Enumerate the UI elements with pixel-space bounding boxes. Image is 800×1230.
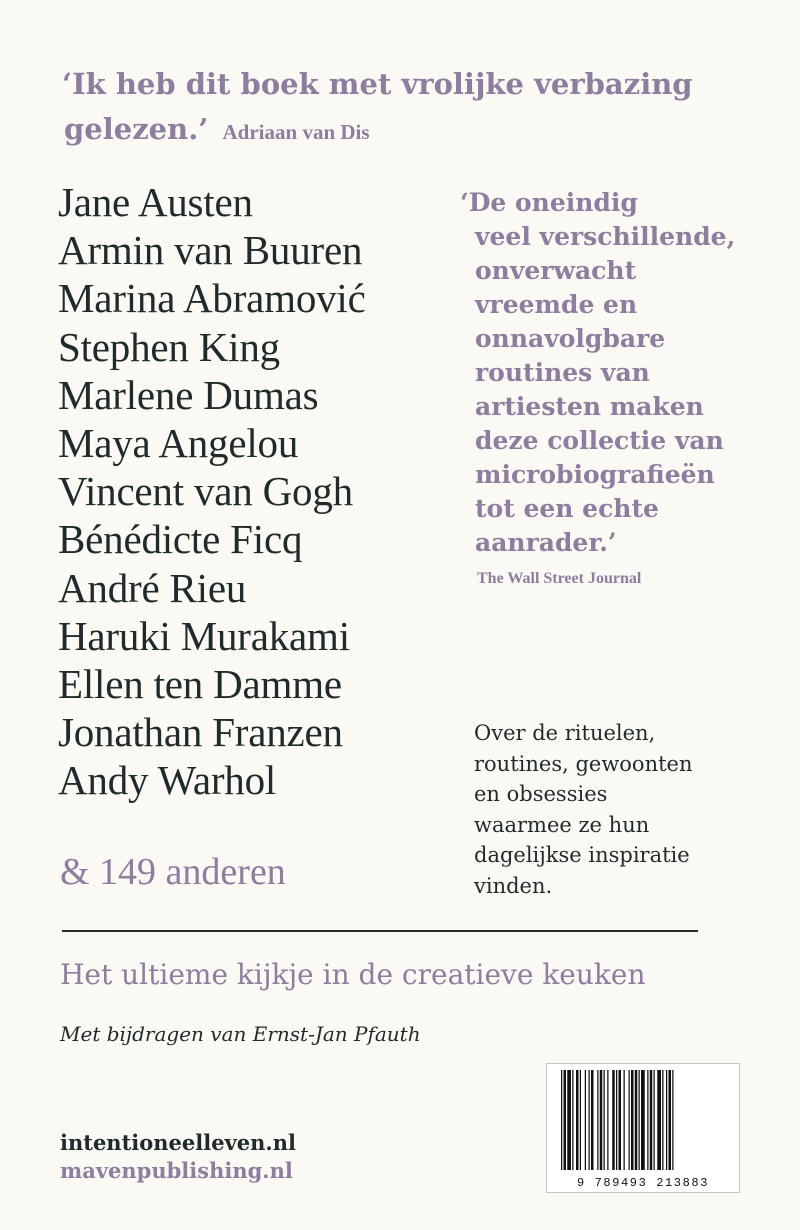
top-quote-line-2: gelezen.’ bbox=[64, 112, 209, 146]
name-item: Haruki Murakami bbox=[58, 612, 350, 659]
barcode-bar bbox=[666, 1070, 667, 1170]
side-quote-line: deze collectie van bbox=[475, 426, 724, 455]
side-quote-line: artiesten maken bbox=[475, 392, 704, 421]
isbn-barcode bbox=[546, 1063, 740, 1193]
barcode-bar bbox=[647, 1070, 648, 1170]
barcode-bar bbox=[612, 1070, 615, 1170]
barcode-bar bbox=[600, 1070, 603, 1170]
others-count: & 149 anderen bbox=[60, 851, 286, 893]
barcode-bar bbox=[650, 1070, 653, 1170]
side-quote-line: vreemde en bbox=[475, 290, 638, 319]
barcode-bar bbox=[572, 1070, 573, 1170]
name-item: Jane Austen bbox=[58, 179, 253, 225]
side-quote bbox=[460, 186, 760, 560]
description bbox=[474, 718, 754, 901]
top-quote bbox=[62, 62, 752, 155]
top-quote-line-1: ‘Ik heb dit boek met vrolijke verbazing bbox=[62, 67, 693, 101]
name-item: Maya Angelou bbox=[58, 420, 299, 467]
barcode-bar bbox=[641, 1070, 645, 1170]
barcode-bar bbox=[607, 1070, 608, 1170]
barcode-bar bbox=[619, 1070, 622, 1170]
barcode-bar bbox=[657, 1070, 661, 1170]
side-quote-line: ‘De oneindig bbox=[460, 188, 638, 217]
barcode-bar bbox=[624, 1070, 625, 1170]
barcode-bar bbox=[669, 1070, 672, 1170]
barcode-bar bbox=[635, 1070, 638, 1170]
barcode-bar bbox=[639, 1070, 640, 1170]
divider bbox=[62, 930, 698, 932]
name-item: Bénédicte Ficq bbox=[58, 516, 303, 563]
description-line: Over de rituelen, bbox=[474, 721, 656, 745]
name-item: Andy Warhol bbox=[58, 757, 277, 804]
barcode-bar bbox=[561, 1070, 562, 1170]
name-item: Jonathan Franzen bbox=[58, 709, 343, 756]
name-item: Vincent van Gogh bbox=[58, 468, 353, 515]
side-quote-line: veel verschillende, bbox=[475, 222, 736, 251]
website-link-primary[interactable]: intentioneelleven.nl bbox=[60, 1130, 296, 1155]
barcode-bar bbox=[631, 1070, 634, 1170]
description-line: vinden. bbox=[474, 873, 553, 898]
tagline: Het ultieme kijkje in de creatieve keuken bbox=[60, 958, 646, 991]
barcode-bar bbox=[597, 1070, 598, 1170]
name-item: Marlene Dumas bbox=[58, 371, 319, 418]
barcode-bar bbox=[672, 1070, 673, 1170]
barcode-bar bbox=[580, 1070, 581, 1170]
side-quote-line: microbiografieën bbox=[475, 460, 715, 489]
name-item: André Rieu bbox=[58, 564, 247, 611]
description-line: routines, gewoonten bbox=[474, 751, 693, 776]
barcode-bar bbox=[576, 1070, 579, 1170]
barcode-bar bbox=[616, 1070, 617, 1170]
name-item: Armin van Buuren bbox=[58, 227, 363, 274]
description-line: en obsessies bbox=[474, 782, 608, 806]
side-quote-line: onnavolgbare bbox=[475, 324, 666, 353]
names-list bbox=[58, 178, 458, 805]
description-line: waarmee ze hun bbox=[474, 812, 650, 837]
name-item: Ellen ten Damme bbox=[58, 661, 342, 708]
name-item: Stephen King bbox=[58, 323, 280, 370]
contributors-line: Met bijdragen van Ernst-Jan Pfauth bbox=[60, 1022, 421, 1046]
barcode-bar bbox=[629, 1070, 630, 1170]
barcode-bar bbox=[591, 1070, 594, 1170]
website-link-secondary[interactable]: mavenpublishing.nl bbox=[60, 1158, 293, 1183]
barcode-bar bbox=[585, 1070, 586, 1170]
top-quote-attribution: Adriaan van Dis bbox=[222, 120, 370, 144]
name-item: Marina Abramović bbox=[58, 275, 366, 322]
barcode-bar bbox=[564, 1070, 567, 1170]
isbn-number: 9 789493 213883 bbox=[576, 1176, 710, 1190]
side-quote-line: onverwacht bbox=[475, 256, 637, 285]
barcode-bar bbox=[662, 1070, 663, 1170]
side-quote-line: tot een echte bbox=[475, 494, 659, 523]
side-quote-line: aanrader.’ bbox=[475, 528, 617, 557]
barcode-bar bbox=[604, 1070, 605, 1170]
side-quote-line: routines van bbox=[475, 358, 650, 387]
barcode-bar bbox=[654, 1070, 655, 1170]
barcode-bar bbox=[589, 1070, 590, 1170]
side-quote-source: The Wall Street Journal bbox=[477, 570, 642, 587]
description-line: dagelijkse inspiratie bbox=[474, 843, 690, 867]
barcode-bar bbox=[567, 1070, 571, 1170]
barcode-bars-icon bbox=[547, 1064, 739, 1192]
